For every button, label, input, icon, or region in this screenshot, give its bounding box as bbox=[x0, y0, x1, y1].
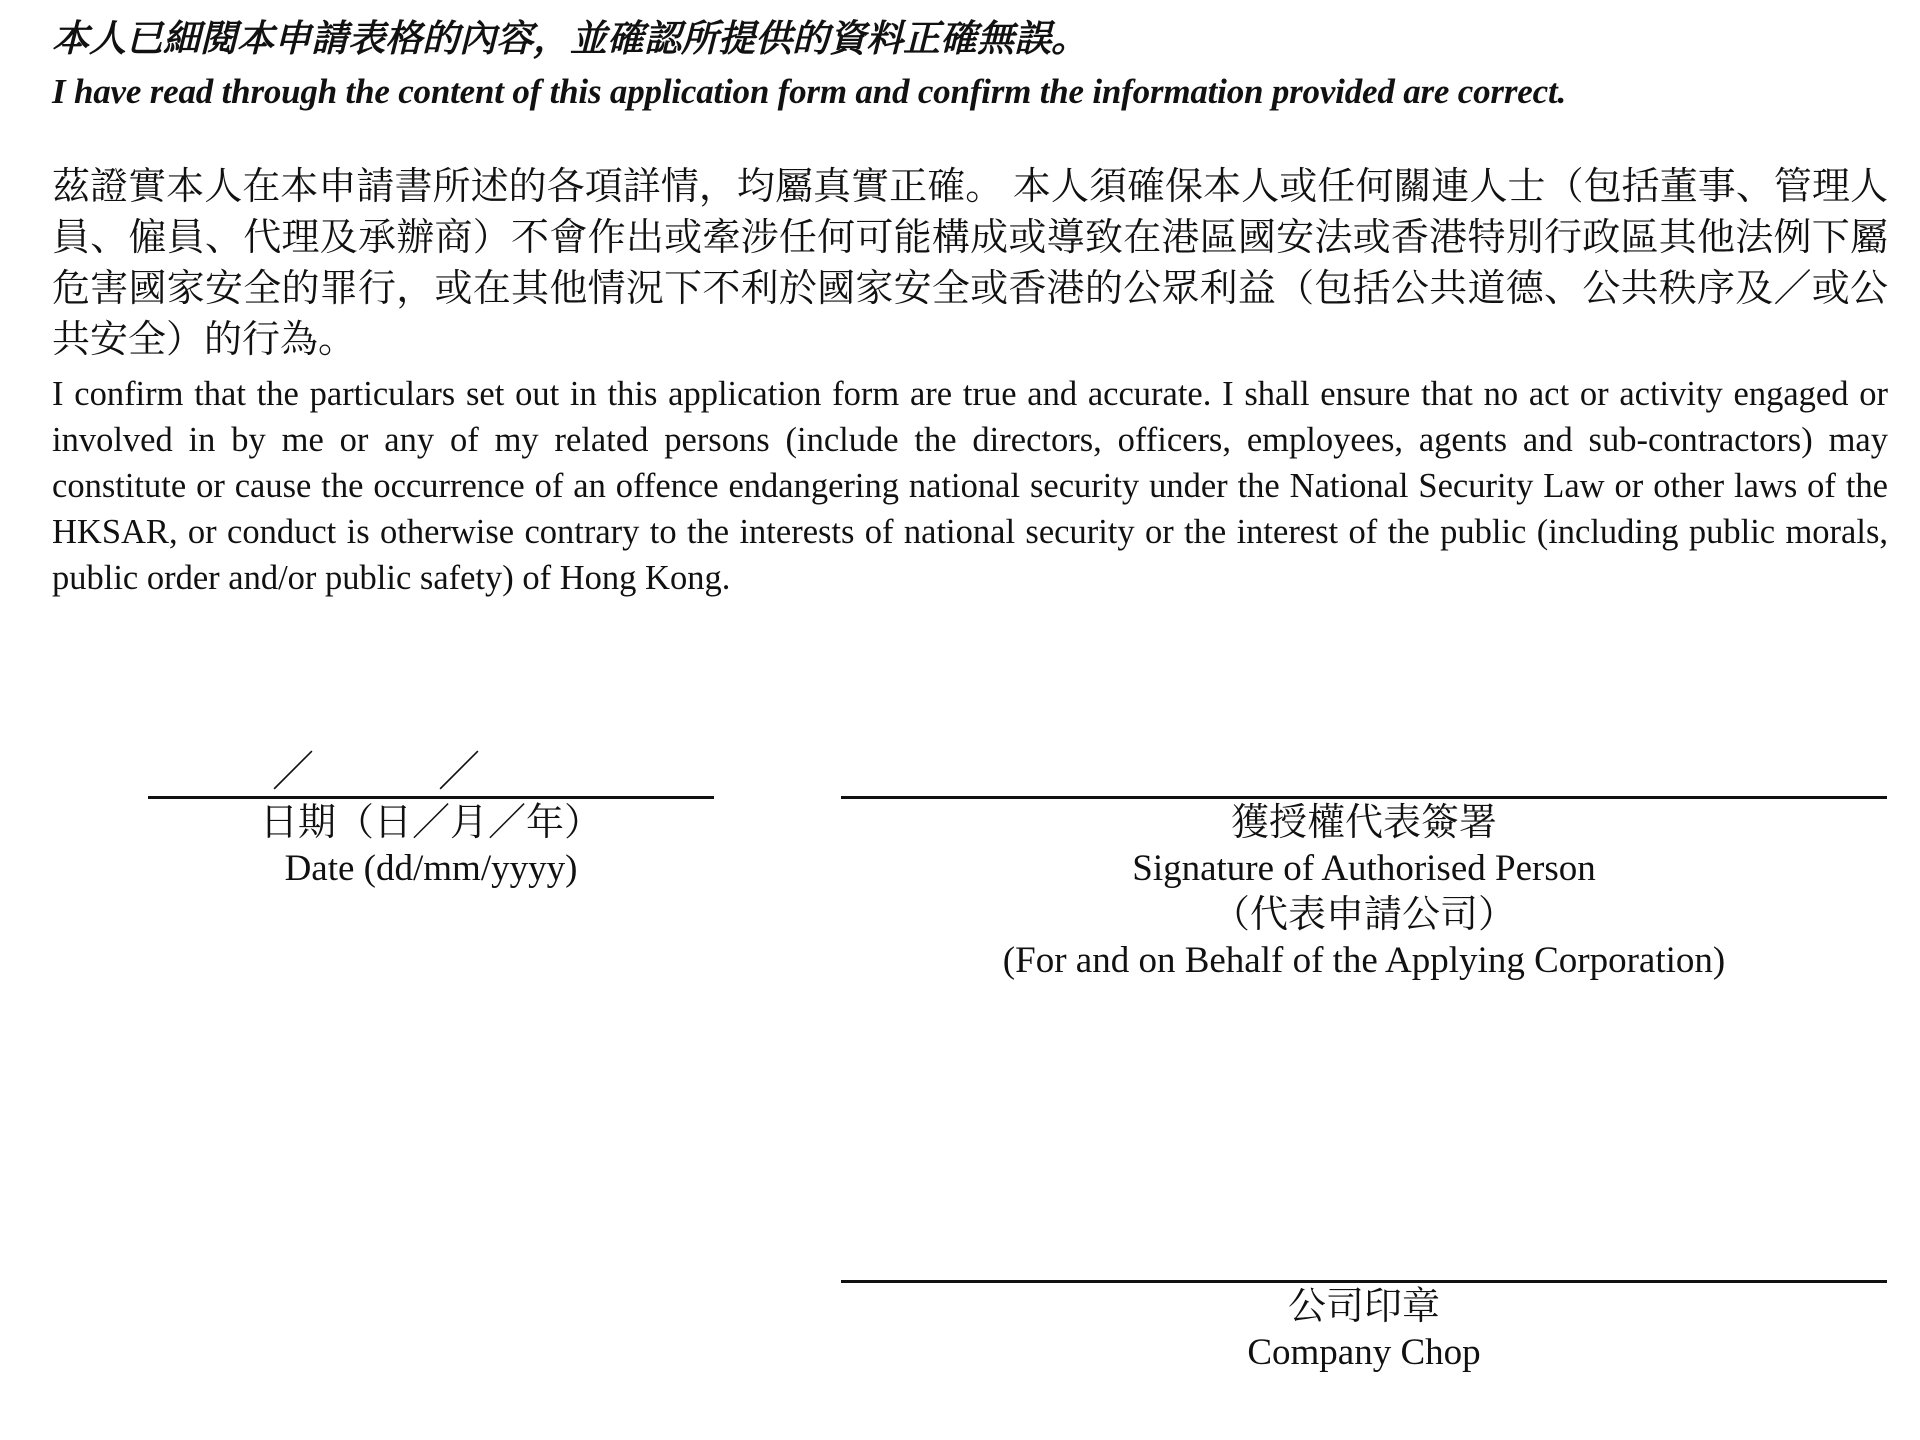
confirmation-paragraph-en: I confirm that the particulars set out in this application form are true and accurate. I shall ensure that no act or activity engaged or involved in by me or any of my related persons (include the directors, officers, employees, agents and sub-contractors) may constitute or cause the occurrence of an offence endangering national security under the National Security Law or other laws of the HKSAR, or conduct is otherwise contrary to the interests of national security or the interest of the public (including public morals, public order and/or public safety) of Hong Kong. bbox=[52, 375, 1888, 597]
signature-line[interactable] bbox=[841, 796, 1887, 799]
signature-label-zh: 獲授權代表簽署 bbox=[1230, 802, 1497, 844]
signature-note-zh: （代表申請公司） bbox=[1211, 894, 1516, 936]
company-chop-label-zh: 公司印章 bbox=[1287, 1286, 1440, 1328]
declaration-en: I have read through the content of this application form and confirm the information provided are correct. bbox=[52, 72, 1567, 111]
signature-note-en: (For and on Behalf of the Applying Corporation) bbox=[1002, 940, 1726, 981]
date-entry-line[interactable] bbox=[148, 796, 714, 799]
date-label-en: Date (dd/mm/yyyy) bbox=[284, 848, 578, 889]
date-separator-month-year: ／ bbox=[438, 750, 481, 796]
date-label-zh: 日期（日／月／年） bbox=[259, 802, 602, 844]
signature-label-en: Signature of Authorised Person bbox=[1132, 848, 1596, 889]
declaration-zh: 本人已細閱本申請表格的內容，並確認所提供的資料正確無誤。 bbox=[52, 19, 1088, 60]
date-caption bbox=[148, 800, 714, 892]
date-separator-day-month: ／ bbox=[272, 750, 315, 796]
confirmation-paragraph-zh: 茲證實本人在本申請書所述的各項詳情，均屬真實正確。 本人須確保本人或任何關連人士（包括董事、管理人員、僱員、代理及承辦商）不會作出或牽涉任何可能構成或導致在港區國安法或香港特別行政區其他法例下屬危害國家安全的罪行，或在其他情況下不利於國家安全或香港的公眾利益（包括公共道德、公共秩序及／或公共安全）的行為。 bbox=[52, 166, 1888, 361]
company-chop-label-en: Company Chop bbox=[1247, 1332, 1481, 1373]
company-chop-line[interactable] bbox=[841, 1280, 1887, 1283]
company-chop-caption bbox=[841, 1284, 1887, 1376]
signature-caption bbox=[841, 800, 1887, 984]
